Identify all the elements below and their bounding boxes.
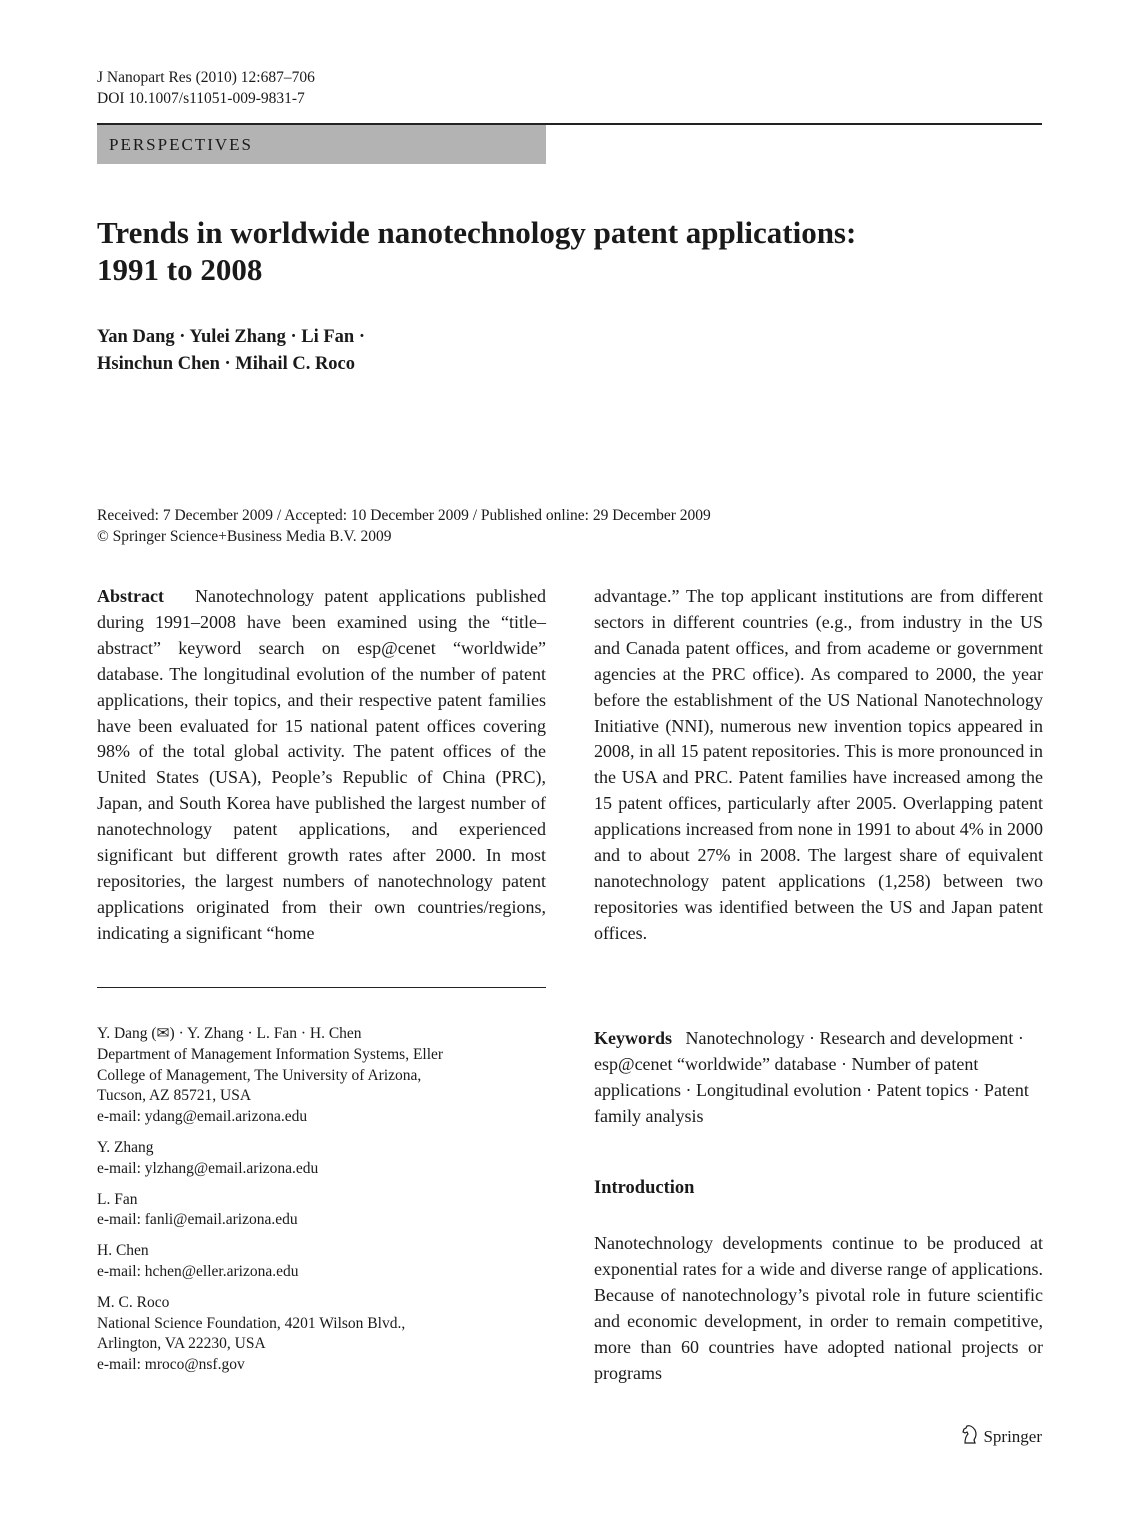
introduction-text: Nanotechnology developments continue to be produced at exponential rates for a wide and diverse range of applications. Because of nanotechnology’s pivotal role in future scientific and economic development, in order to remain competitive, more than 60 countries have adopted national projects or programs bbox=[594, 1233, 1043, 1383]
affiliation-line: L. Fan bbox=[97, 1190, 138, 1208]
introduction-heading: Introduction bbox=[594, 1178, 695, 1198]
abstract-left-column bbox=[97, 584, 546, 947]
publisher-name: Springer bbox=[983, 1426, 1042, 1446]
affiliation-line: Y. Zhang bbox=[97, 1138, 154, 1156]
copyright-line: © Springer Science+Business Media B.V. 2009 bbox=[97, 528, 392, 545]
publication-dates bbox=[97, 505, 711, 547]
affiliation-line: National Science Foundation, 4201 Wilson Blvd., bbox=[97, 1314, 406, 1332]
authors-line-1: Yan Dang · Yulei Zhang · Li Fan · bbox=[97, 327, 365, 347]
abstract-text-left: Nanotechnology patent applications published during 1991–2008 have been examined using the “title–abstract” keyword search on esp@cenet “worldwide” database. The longitudinal evolution of the number of patent applications, their topics, and their respective patent families have been evaluated for 15 national patent offices covering 98% of the total global activity. The patent offices of the United States (USA), People’s Republic of China (PRC), Japan, and South Korea have published the largest number of nanotechnology patent applications, and experienced significant but different growth rates after 2000. In most repositories, the largest numbers of nanotechnology patent applications originated from their own countries/regions, indicating a significant “home bbox=[97, 586, 546, 943]
journal-citation bbox=[97, 67, 315, 109]
title-line-2: 1991 to 2008 bbox=[97, 252, 263, 287]
footnote-divider bbox=[97, 987, 546, 988]
paper-title bbox=[97, 214, 997, 288]
section-tag: PERSPECTIVES bbox=[97, 125, 546, 164]
affiliation-block bbox=[97, 1241, 546, 1283]
affiliation-line: M. C. Roco bbox=[97, 1293, 170, 1311]
email-address[interactable]: e-mail: mroco@nsf.gov bbox=[97, 1356, 245, 1374]
affiliation-line: Arlington, VA 22230, USA bbox=[97, 1335, 266, 1353]
affiliation-block bbox=[97, 1293, 546, 1376]
email-address[interactable]: e-mail: hchen@eller.arizona.edu bbox=[97, 1262, 299, 1280]
springer-knight-icon bbox=[961, 1424, 979, 1449]
email-address[interactable]: e-mail: ylzhang@email.arizona.edu bbox=[97, 1159, 319, 1177]
affiliation-line: Tucson, AZ 85721, USA bbox=[97, 1087, 252, 1105]
keywords bbox=[594, 1025, 1043, 1129]
affiliation-line: H. Chen bbox=[97, 1242, 149, 1260]
history-line: Received: 7 December 2009 / Accepted: 10 December 2009 / Published online: 29 December 2009 bbox=[97, 507, 711, 524]
journal-line: J Nanopart Res (2010) 12:687–706 bbox=[97, 69, 315, 86]
publisher-logo bbox=[961, 1424, 1042, 1449]
affiliation-block bbox=[97, 1138, 546, 1180]
doi-line: DOI 10.1007/s11051-009-9831-7 bbox=[97, 90, 305, 107]
keywords-label: Keywords bbox=[594, 1028, 672, 1048]
email-address[interactable]: e-mail: fanli@email.arizona.edu bbox=[97, 1211, 298, 1229]
email-address[interactable]: e-mail: ydang@email.arizona.edu bbox=[97, 1108, 308, 1126]
abstract-label: Abstract bbox=[97, 586, 164, 606]
affiliation-line: Department of Management Information Systems, Eller bbox=[97, 1045, 444, 1063]
affiliation-block bbox=[97, 1024, 546, 1128]
authors-line-2: Hsinchun Chen · Mihail C. Roco bbox=[97, 354, 356, 374]
affiliations bbox=[97, 1024, 546, 1386]
affiliation-line: College of Management, The University of Arizona, bbox=[97, 1066, 422, 1084]
affiliation-line: Y. Dang (✉) · Y. Zhang · L. Fan · H. Chen bbox=[97, 1025, 362, 1042]
author-list bbox=[97, 324, 365, 378]
abstract-right-column bbox=[594, 584, 1043, 947]
affiliation-block bbox=[97, 1190, 546, 1232]
title-line-1: Trends in worldwide nanotechnology patent applications: bbox=[97, 215, 857, 250]
abstract-text-right: advantage.” The top applicant institutions are from different sectors in different countries (e.g., from industry in the US and Canada patent offices, and from academe or government agencies at the PRC office). As compared to 2000, the year before the establishment of the US National Nanotechnology Initiative (NNI), numerous new invention topics appeared in 2008, in all 15 patent repositories. This is more pronounced in the USA and PRC. Patent families have increased among the 15 patent offices, particularly after 2005. Overlapping patent applications increased from none in 1991 to about 4% in 2000 and to about 27% in 2008. The largest share of equivalent nanotechnology patent applications (1,258) between two repositories was identified between the US and Japan patent offices. bbox=[594, 586, 1043, 943]
keywords-text: Nanotechnology · Research and development · esp@cenet “worldwide” database · Number of patent applications · Longitudinal evolution · Patent topics · Patent family analysis bbox=[594, 1028, 1029, 1126]
